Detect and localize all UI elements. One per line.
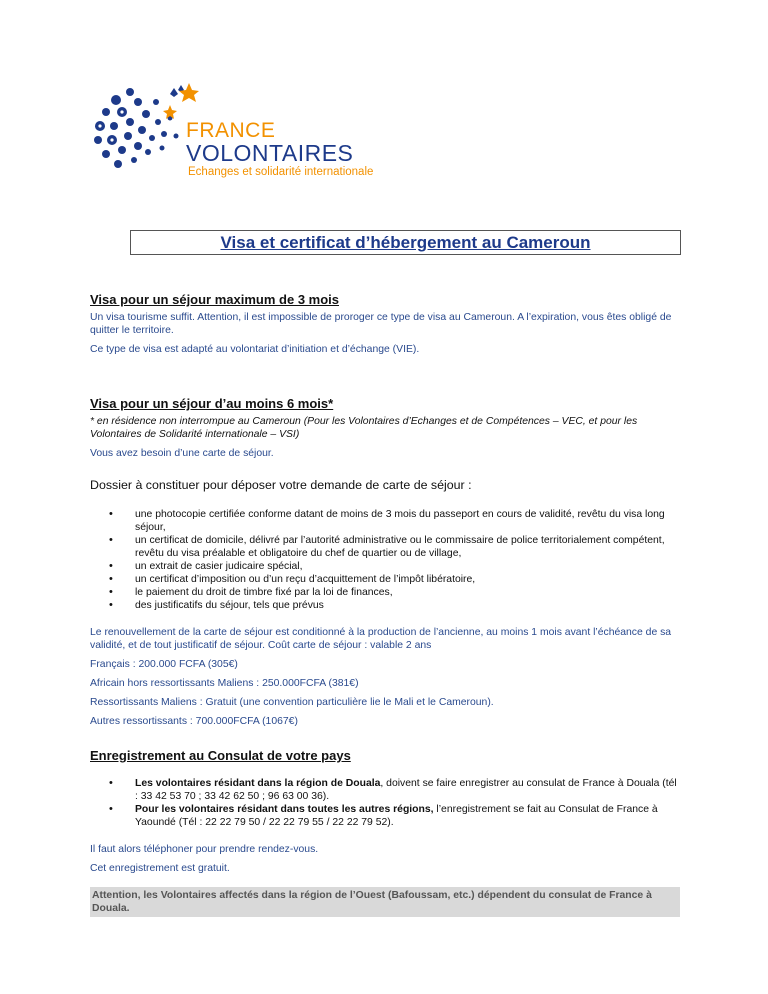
section3-heading: Enregistrement au Consulat de votre pays: [90, 748, 351, 763]
list-item: [135, 777, 680, 803]
france-volontaires-logo: [86, 78, 376, 182]
logo-line-france: FRANCE: [186, 119, 276, 142]
renewal-paragraph: Le renouvellement de la carte de séjour est conditionné à la production de l’ancienne, au moins 1 mois avant l’échéance de sa validité, et de tout justificatif de séjour. Coût carte de séjour : valable 2 ans: [90, 627, 672, 651]
section3-paragraph-2: Cet enregistrement est gratuit.: [90, 863, 230, 874]
page-title: Visa et certificat d’hébergement au Cameroun: [130, 230, 681, 255]
list-item: • un extrait de casier judicaire spécial,: [135, 560, 680, 573]
notice-box: Attention, les Volontaires affectés dans la région de l’Ouest (Bafoussam, etc.) dépendent du consulat de France à Douala.: [90, 887, 680, 917]
section1-heading: Visa pour un séjour maximum de 3 mois: [90, 292, 339, 307]
list-item-text: l’enregistrement se fait au Consulat de France à Yaoundé (Tél : 22 22 79 50 / 22 22 79 55 / 22 22 79 52).: [135, 804, 658, 828]
list-item-text: , doivent se faire enregistrer au consulat de France à Douala (tél : 33 42 53 70 ; 33 42 62 50 ; 96 63 00 36).: [135, 778, 677, 802]
section3-paragraph-1: Il faut alors téléphoner pour prendre rendez-vous.: [90, 844, 319, 855]
document-body: [90, 292, 680, 917]
fee-line: Autres ressortissants : 700.000FCFA (1067€): [90, 716, 298, 727]
dossier-title: Dossier à constituer pour déposer votre demande de carte de séjour :: [90, 478, 472, 492]
section2-heading: Visa pour un séjour d’au moins 6 mois*: [90, 396, 334, 411]
section1-paragraph-1: Un visa tourisme suffit. Attention, il est impossible de proroger ce type de visa au Cameroun. A l’expiration, vous êtes obligé de quitter le territoire.: [90, 312, 672, 336]
list-item: [135, 803, 680, 829]
list-item: • un certificat de domicile, délivré par l’autorité administrative ou le commissaire de police territorialement compétent, revêtu du visa préalable et obligatoire du chef de quartier ou de village,: [135, 534, 680, 560]
section1-paragraph-2: Ce type de visa est adapté au volontariat d’initiation et d’échange (VIE).: [90, 344, 420, 355]
fee-line: Français : 200.000 FCFA (305€): [90, 659, 238, 670]
logo-tagline: Echanges et solidarité internationale: [188, 166, 374, 178]
consulat-list: [90, 777, 680, 829]
dossier-list: [90, 508, 680, 612]
list-item: • une photocopie certifiée conforme datant de moins de 3 mois du passeport en cours de validité, revêtu du visa long séjour,: [135, 508, 680, 534]
list-item: • le paiement du droit de timbre fixé par la loi de finances,: [135, 586, 680, 599]
list-item-bold: Pour les volontaires résidant dans toutes les autres régions,: [135, 804, 434, 815]
list-item: • des justificatifs du séjour, tels que prévus: [135, 599, 680, 612]
logo-line-volontaires: VOLONTAIRES: [186, 140, 354, 166]
list-item: • un certificat d’imposition ou d’un reçu d’acquittement de l’impôt libératoire,: [135, 573, 680, 586]
section2-paragraph-1: Vous avez besoin d’une carte de séjour.: [90, 448, 274, 459]
fee-line: Africain hors ressortissants Maliens : 250.000FCFA (381€): [90, 678, 359, 689]
fee-line: Ressortissants Maliens : Gratuit (une convention particulière lie le Mali et le Cameroun).: [90, 697, 494, 708]
list-item-bold: Les volontaires résidant dans la région de Douala: [135, 778, 381, 789]
section2-note: * en résidence non interrompue au Cameroun (Pour les Volontaires d’Echanges et de Compétences – VEC, et pour les Volontaires de Solidarité internationale – VSI): [90, 416, 638, 440]
